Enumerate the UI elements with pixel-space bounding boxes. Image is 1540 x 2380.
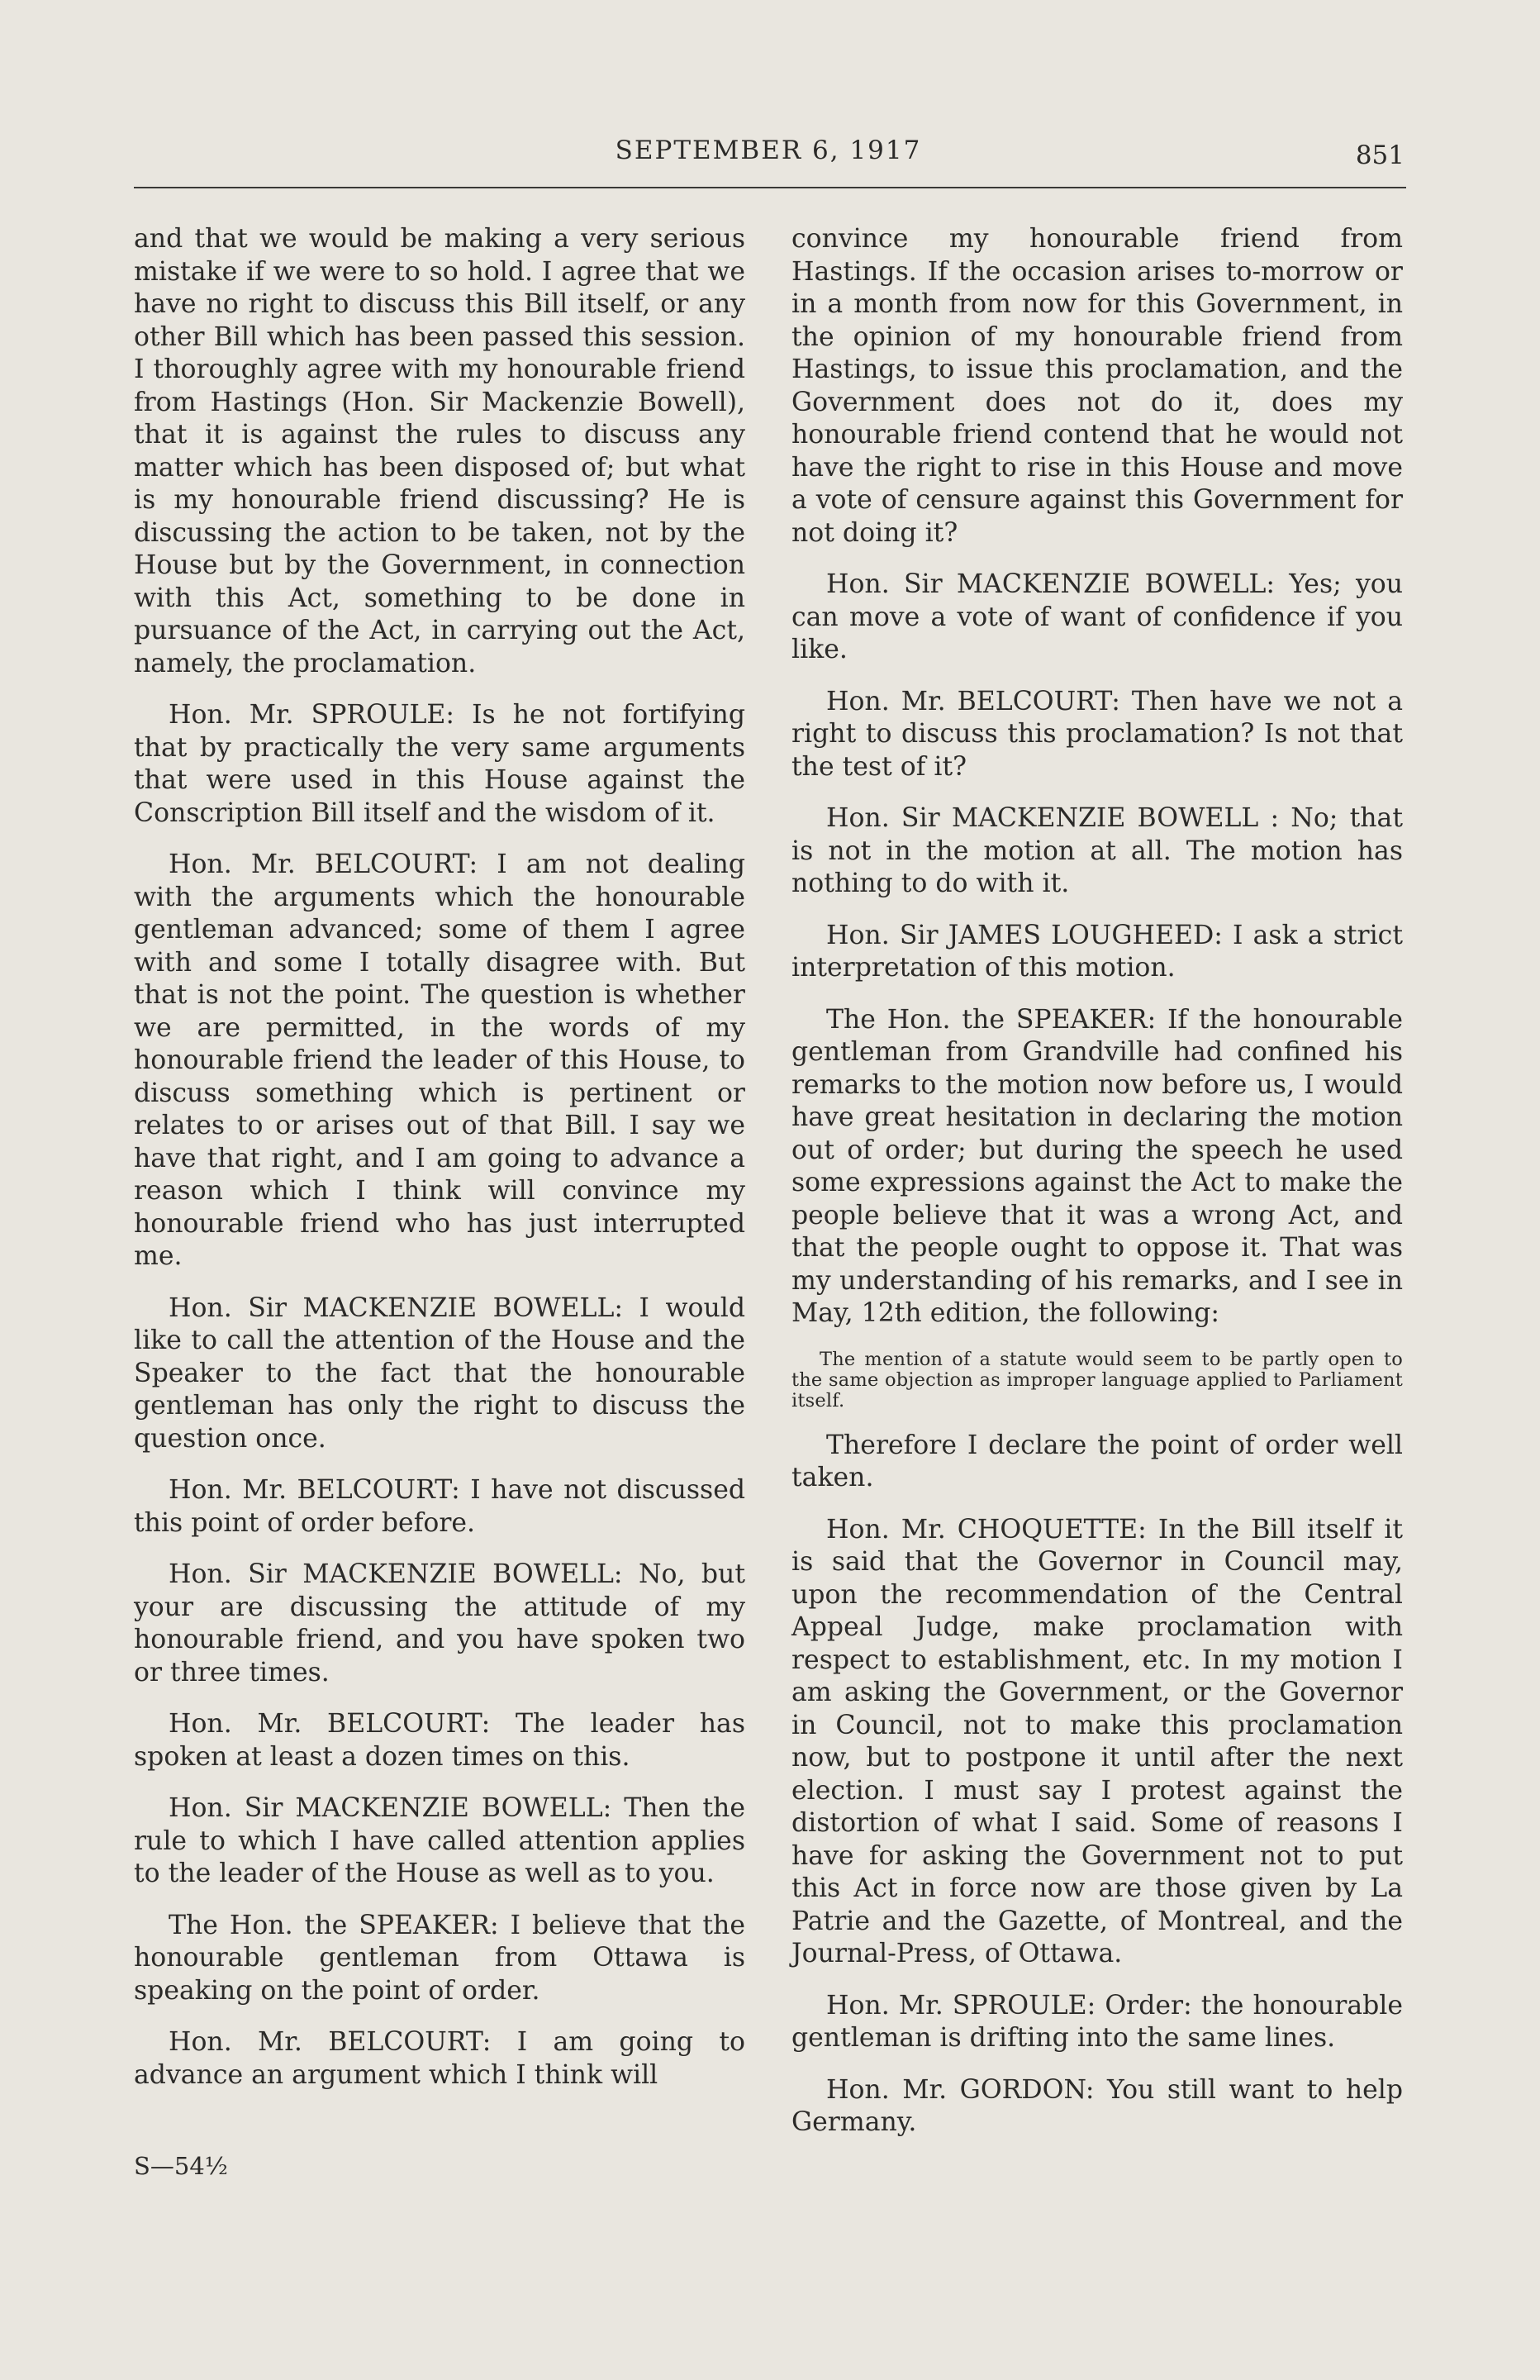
page-header [132,131,1405,180]
paragraph: Hon. Mr. BELCOURT: I have not discussed this point of order before. [134,1475,745,1538]
paragraph: Hon. Sir MACKENZIE BOWELL : No; that is not in the motion at all. The motion has nothing to do with it. [791,803,1403,898]
paragraph: Hon. Sir MACKENZIE BOWELL: No, but your are discussing the attitude of my honourable friend, and you have spoken two or three times. [134,1559,745,1687]
paragraph: and that we would be making a very serious mistake if we were to so hold. I agree that we have no right to discuss this Bill itself, or any other Bill which has been passed this session. I thoroughly agree with my honourable friend from Hastings (Hon. Sir Mackenzie Bowell), that it is against the rules to discuss any matter which has been disposed of; but what is my honourable friend discussing? He is discussing the action to be taken, not by the House but by the Government, in connection with this Act, something to be done in pursuance of the Act, in carrying out the Act, namely, the proclamation. [134,224,745,678]
page-date: SEPTEMBER 6, 1917 [615,136,922,165]
left-column [134,223,745,2111]
page-number: 851 [1355,140,1405,170]
paragraph: The Hon. the SPEAKER: If the honourable gentleman from Grandville had confined his remarks to the motion now before us, I would have great hesitation in declaring the motion out of order; but during the speech he used some expressions against the Act to make the people believe that it was a wrong Act, and that the people ought to oppose it. That was my understanding of his remarks, and I see in May, 12th edition, the following: [791,1004,1403,1328]
paragraph: Hon. Mr. BELCOURT: I am going to advance an argument which I think will [134,2027,745,2090]
paragraph: Hon. Sir MACKENZIE BOWELL: Then the rule to which I have called attention applies to the leader of the House as well as to you. [134,1793,745,1888]
block-quote: The mention of a statute would seem to be partly open to the same objection as improper language applied to Parliament itself. [791,1348,1403,1411]
paragraph: Hon. Mr. CHOQUETTE: In the Bill itself it is said that the Governor in Council may, upon the recommendation of the Central Appeal Judge, make proclamation with respect to establishment, etc. In my motion I am asking the Government, or the Governor in Council, not to make this proclamation now, but to postpone it until after the next election. I must say I protest against the distortion of what I said. Some of reasons I have for asking the Government not to put this Act in force now are those given by La Patrie and the Gazette, of Montreal, and the Journal-Press, of Ottawa. [791,1514,1403,1968]
paragraph: The Hon. the SPEAKER: I believe that the honourable gentleman from Ottawa is speaking on the point of order. [134,1910,745,2006]
paragraph: Therefore I declare the point of order well taken. [791,1430,1403,1492]
paragraph: Hon. Mr. BELCOURT: The leader has spoken at least a dozen times on this. [134,1709,745,1772]
header-rule [134,187,1406,188]
paragraph: convince my honourable friend from Hastings. If the occasion arises to-morrow or in a month from now for this Government, in the opinion of my honourable friend from Hastings, to issue this proclamation, and the Government does not do it, does my honourable friend contend that he would not have the right to rise in this House and move a vote of censure against this Government for not doing it? [791,224,1403,548]
signature-mark: S—54½ [134,2152,228,2180]
paragraph: Hon. Sir JAMES LOUGHEED: I ask a strict interpretation of this motion. [791,920,1403,983]
paragraph: Hon. Mr. BELCOURT: Then have we not a right to discuss this proclamation? Is not that the test of it? [791,686,1403,782]
paragraph: Hon. Mr. SPROULE: Order: the honourable gentleman is drifting into the same lines. [791,1990,1403,2053]
paragraph: Hon. Mr. GORDON: You still want to help Germany. [791,2074,1403,2137]
paragraph: Hon. Mr. BELCOURT: I am not dealing with the arguments which the honourable gentleman advanced; some of them I agree with and some I totally disagree with. But that is not the point. The question is whether we are permitted, in the words of my honourable friend the leader of this House, to discuss something which is pertinent or relates to or arises out of that Bill. I say we have that right, and I am going to advance a reason which I think will convince my honourable friend who has just interrupted me. [134,850,745,1271]
right-column [791,223,1403,2159]
paragraph: Hon. Mr. SPROULE: Is he not fortifying that by practically the very same arguments that were used in this House against the Conscription Bill itself and the wisdom of it. [134,700,745,828]
paragraph: Hon. Sir MACKENZIE BOWELL: Yes; you can move a vote of want of confidence if you like. [791,569,1403,664]
paragraph: Hon. Sir MACKENZIE BOWELL: I would like to call the attention of the House and the Speaker to the fact that the honourable gentleman has only the right to discuss the question once. [134,1292,745,1454]
